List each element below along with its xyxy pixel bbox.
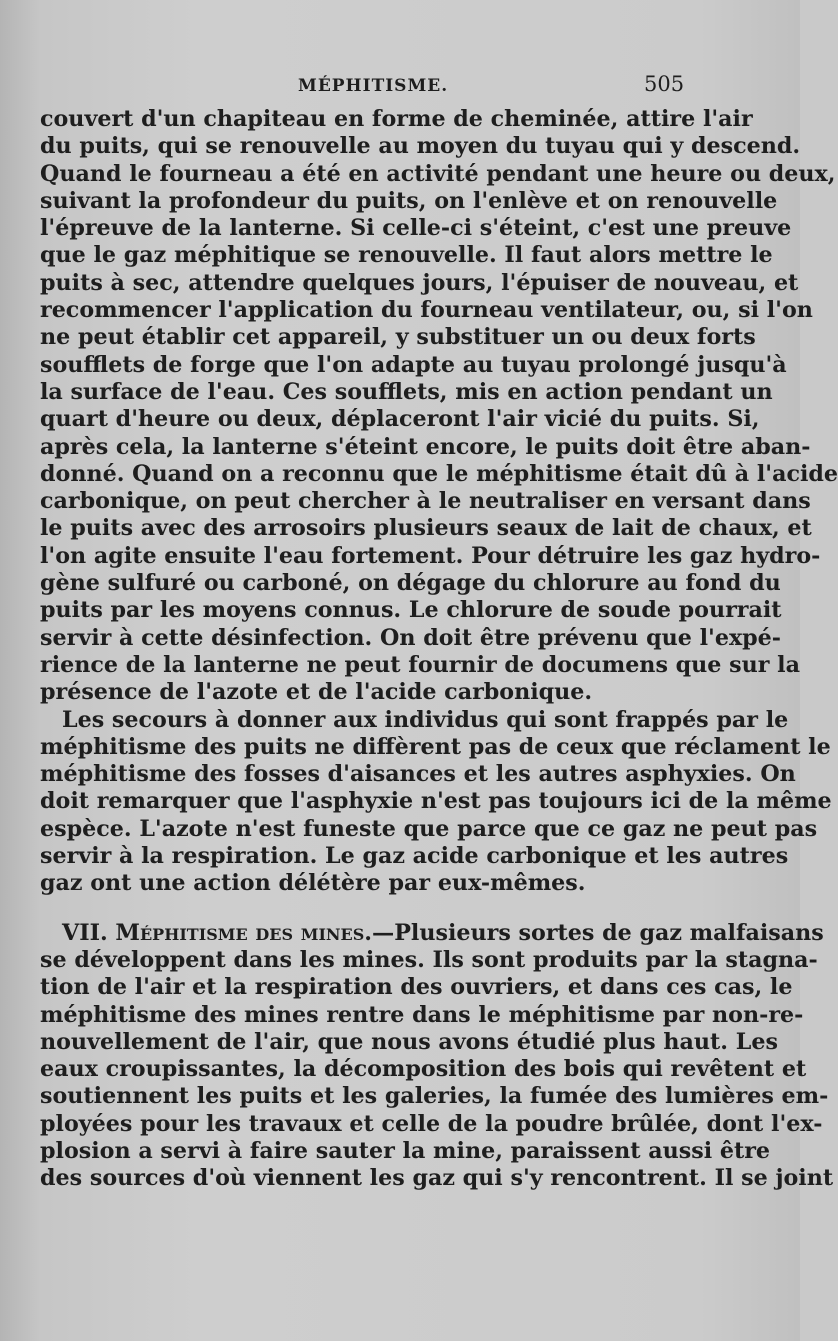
page-header bbox=[0, 72, 800, 102]
text-line: l'on agite ensuite l'eau fortement. Pour détruire les gaz hydro- bbox=[40, 542, 821, 569]
paragraph-end-line: présence de l'azote et de l'acide carbonique. bbox=[40, 679, 593, 706]
running-title: MÉPHITISME. bbox=[298, 76, 449, 96]
section-heading: VII. Méphitisme des mines.— bbox=[62, 919, 395, 946]
text-line: quart d'heure ou deux, déplaceront l'air vicié du puits. Si, bbox=[40, 406, 760, 433]
text-line: recommencer l'application du fourneau ventilateur, ou, si l'on bbox=[40, 297, 813, 324]
text-line: puits à sec, attendre quelques jours, l'épuiser de nouveau, et bbox=[40, 269, 799, 296]
text-line: la surface de l'eau. Ces soufflets, mis en action pendant un bbox=[40, 378, 773, 405]
text-line: ployées pour les travaux et celle de la poudre brûlée, dont l'ex- bbox=[40, 1110, 823, 1137]
text-line: ne peut établir cet appareil, y substituer un ou deux forts bbox=[40, 324, 756, 351]
text-line: méphitisme des fosses d'aisances et les autres asphyxies. On bbox=[40, 761, 796, 788]
text-line: gène sulfuré ou carboné, on dégage du chlorure au fond du bbox=[40, 570, 781, 597]
text-line: méphitisme des puits ne diffèrent pas de ceux que réclament le bbox=[40, 733, 831, 760]
page-number: 505 bbox=[644, 72, 685, 96]
text-line: servir à cette désinfection. On doit être prévenu que l'expé- bbox=[40, 624, 782, 651]
text-line: méphitisme des mines rentre dans le méphitisme par non-re- bbox=[40, 1001, 804, 1028]
text-line: des sources d'où viennent les gaz qui s'y rencontrent. Il se joint bbox=[40, 1165, 834, 1192]
text-line: Quand le fourneau a été en activité pendant une heure ou deux, bbox=[40, 160, 836, 187]
text-line: espèce. L'azote n'est funeste que parce que ce gaz ne peut pas bbox=[40, 815, 818, 842]
text-line: du puits, qui se renouvelle au moyen du tuyau qui y descend. bbox=[40, 133, 801, 160]
text-line: rience de la lanterne ne peut fournir de documens que sur la bbox=[40, 651, 800, 678]
text-line: soutiennent les puits et les galeries, la fumée des lumières em- bbox=[40, 1083, 829, 1110]
text-line: eaux croupissantes, la décomposition des bois qui revêtent et bbox=[40, 1056, 807, 1083]
text-line: puits par les moyens connus. Le chlorure de soude pourrait bbox=[40, 597, 782, 624]
text-line: doit remarquer que l'asphyxie n'est pas toujours ici de la même bbox=[40, 788, 832, 815]
section-gap bbox=[40, 898, 680, 920]
section-first-text: Plusieurs sortes de gaz malfaisans bbox=[394, 919, 824, 946]
paragraph-end-line: gaz ont une action délétère par eux-mêmes. bbox=[40, 870, 586, 897]
text-line: après cela, la lanterne s'éteint encore, le puits doit être aban- bbox=[40, 433, 811, 460]
text-line: servir à la respiration. Le gaz acide carbonique et les autres bbox=[40, 843, 789, 870]
text-line: donné. Quand on a reconnu que le méphitisme était dû à l'acide bbox=[40, 460, 838, 487]
text-line: nouvellement de l'air, que nous avons étudié plus haut. Les bbox=[40, 1028, 778, 1055]
text-line: soufflets de forge que l'on adapte au tuyau prolongé jusqu'à bbox=[40, 351, 787, 378]
body-text bbox=[40, 106, 838, 1193]
text-line: tion de l'air et la respiration des ouvriers, et dans ces cas, le bbox=[40, 974, 793, 1001]
section-start-line bbox=[40, 919, 824, 947]
paragraph-start-line: Les secours à donner aux individus qui sont frappés par le bbox=[62, 706, 789, 733]
text-line: couvert d'un chapiteau en forme de cheminée, attire l'air bbox=[40, 106, 753, 132]
text-line: plosion a servi à faire sauter la mine, paraissent aussi être bbox=[40, 1137, 771, 1164]
text-line: se développent dans les mines. Ils sont produits par la stagna- bbox=[40, 946, 818, 973]
text-line: l'épreuve de la lanterne. Si celle-ci s'éteint, c'est une preuve bbox=[40, 215, 792, 242]
text-line: le puits avec des arrosoirs plusieurs seaux de lait de chaux, et bbox=[40, 515, 812, 542]
text-line: suivant la profondeur du puits, on l'enlève et on renouvelle bbox=[40, 187, 778, 214]
text-line: que le gaz méphitique se renouvelle. Il faut alors mettre le bbox=[40, 242, 773, 269]
text-line: carbonique, on peut chercher à le neutraliser en versant dans bbox=[40, 488, 811, 515]
